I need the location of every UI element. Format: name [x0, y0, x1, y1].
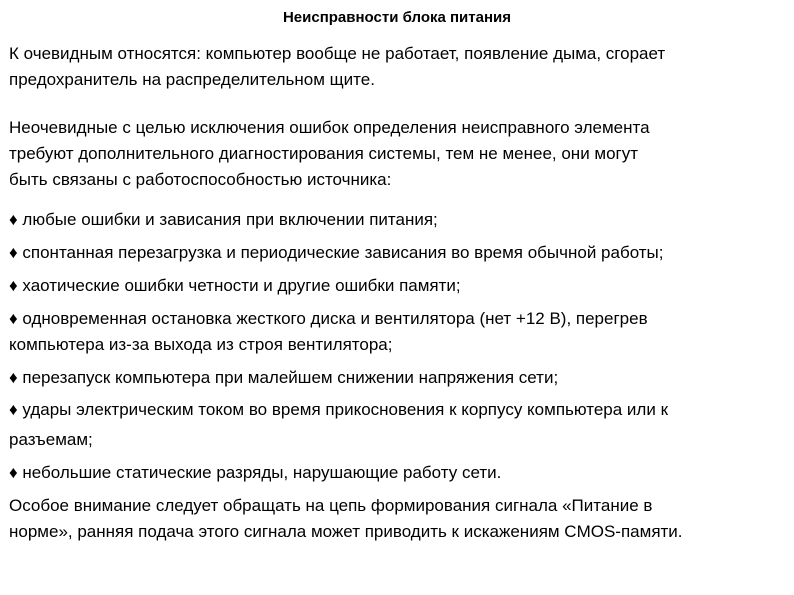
page-title: Неисправности блока питания — [282, 9, 512, 26]
bullet-item — [9, 306, 794, 358]
bullet-item — [9, 460, 794, 486]
text-line: быть связаны с работоспособностью источника: — [9, 170, 392, 189]
paragraph-power-good-signal — [9, 493, 794, 545]
bullet-text: ♦ небольшие статические разряды, нарушающие работу сети. — [9, 463, 502, 482]
paragraph-obvious-faults — [9, 41, 794, 93]
bullet-item — [9, 240, 794, 266]
bullet-item — [9, 397, 794, 453]
paragraph-nonobvious-faults — [9, 115, 794, 193]
bullet-item — [9, 207, 794, 233]
bullet-text: ♦ любые ошибки и зависания при включении питания; — [9, 210, 438, 229]
bullet-text: компьютера из-за выхода из строя вентилятора; — [9, 335, 393, 354]
text-line: предохранитель на распределительном щите. — [9, 70, 375, 89]
bullet-item — [9, 273, 794, 299]
bullet-text: ♦ перезапуск компьютера при малейшем снижении напряжения сети; — [9, 368, 559, 387]
text-line: Особое внимание следует обращать на цепь формирования сигнала «Питание в — [9, 496, 653, 515]
text-line: норме», ранняя подача этого сигнала может приводить к искажениям CMOS-памяти. — [9, 522, 683, 541]
text-line: К очевидным относятся: компьютер вообще не работает, появление дыма, сгорает — [9, 44, 666, 63]
bullet-text: разъемам; — [9, 430, 93, 449]
bullet-text: ♦ удары электрическим током во время прикосновения к корпусу компьютера или к — [9, 400, 669, 419]
bullet-text: ♦ одновременная остановка жесткого диска и вентилятора (нет +12 В), перегрев — [9, 309, 648, 328]
text-line: Неочевидные с целью исключения ошибок определения неисправного элемента — [9, 118, 650, 137]
bullet-text: ♦ спонтанная перезагрузка и периодические зависания во время обычной работы; — [9, 243, 664, 262]
bullet-text: ♦ хаотические ошибки четности и другие ошибки памяти; — [9, 276, 461, 295]
bullet-item — [9, 365, 794, 391]
text-line: требуют дополнительного диагностирования системы, тем не менее, они могут — [9, 144, 639, 163]
